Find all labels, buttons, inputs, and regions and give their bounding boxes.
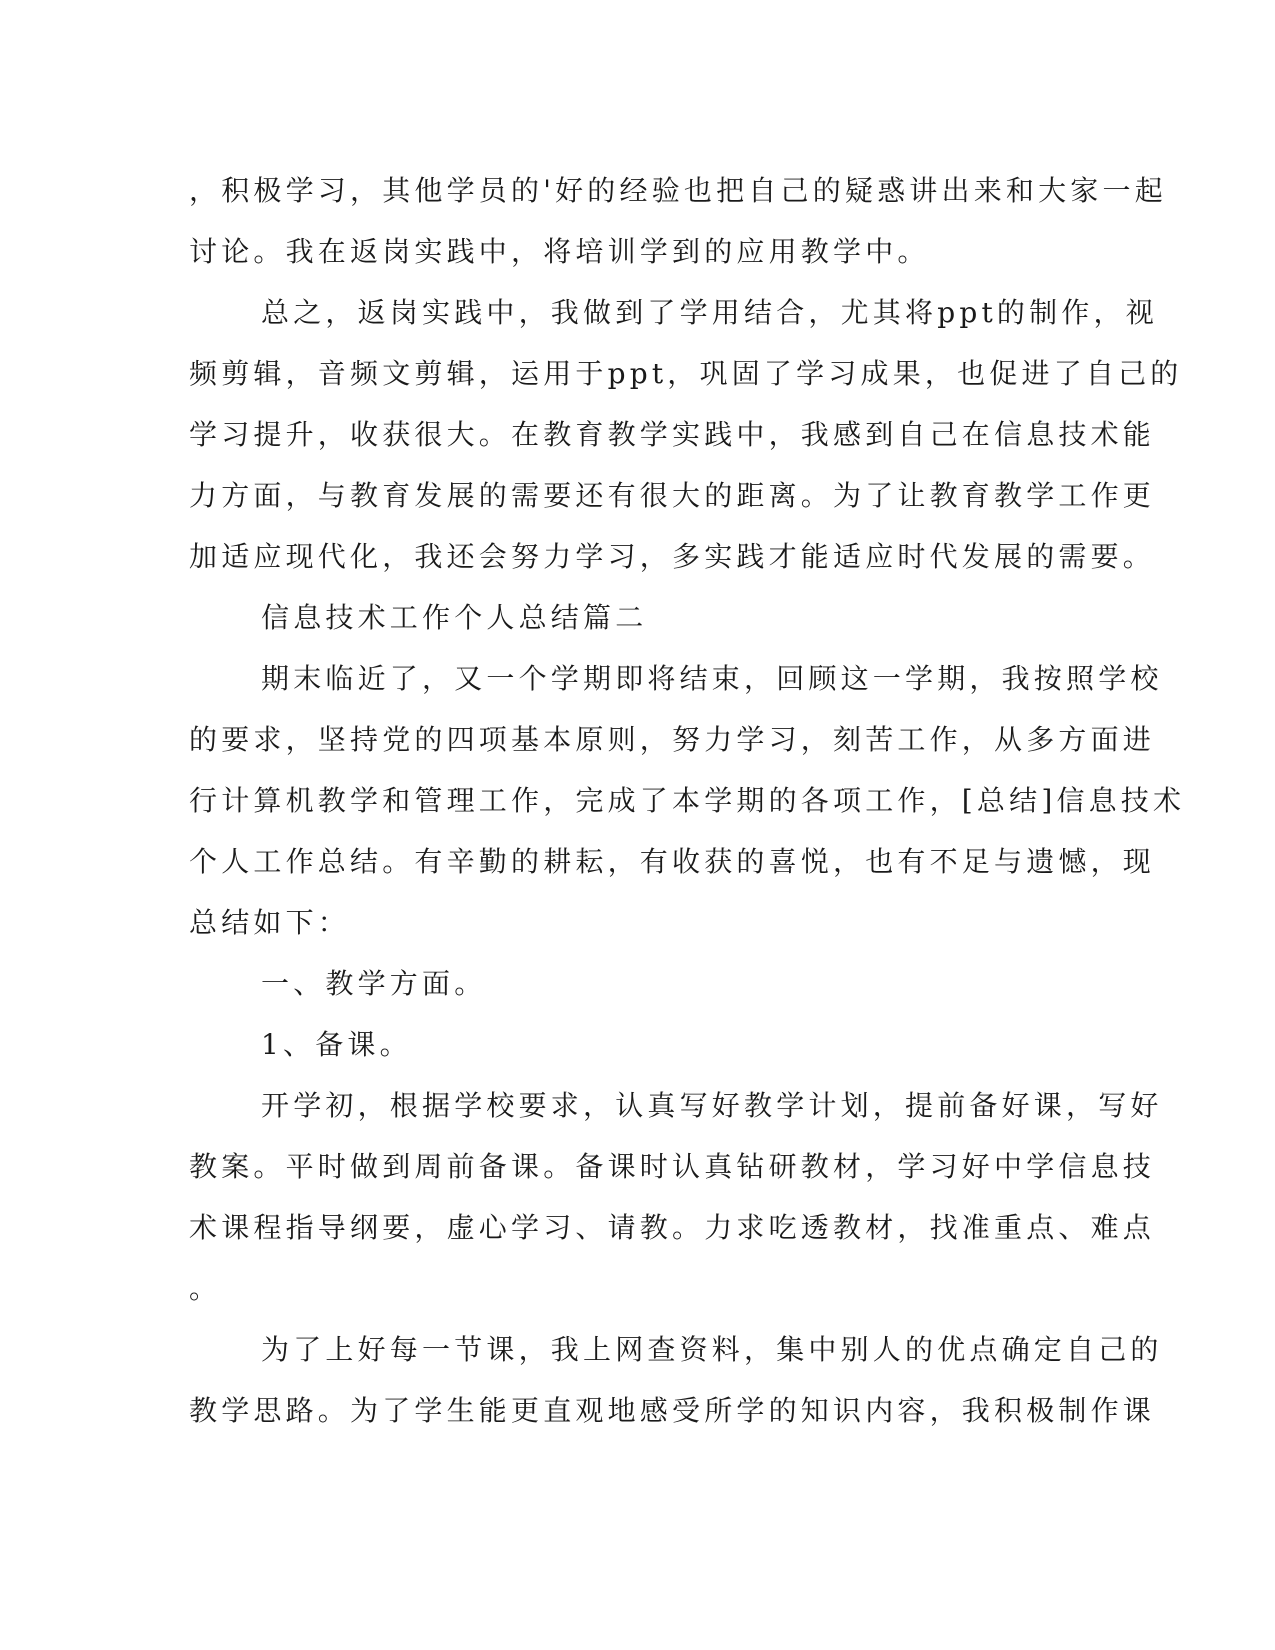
paragraph-line: 频剪辑，音频文剪辑，运用于ppt，巩固了学习成果，也促进了自己的: [189, 357, 1183, 390]
paragraph-line: 为了上好每一节课，我上网查资料，集中别人的优点确定自己的: [261, 1333, 1163, 1366]
paragraph-line: 开学初，根据学校要求，认真写好教学计划，提前备好课，写好: [261, 1089, 1163, 1122]
paragraph-line: 。: [189, 1272, 222, 1305]
paragraph-line: 总结如下：: [189, 906, 351, 939]
paragraph-line: 的要求，坚持党的四项基本原则，努力学习，刻苦工作，从多方面进: [189, 723, 1156, 756]
paragraph-line: 加适应现代化，我还会努力学习，多实践才能适应时代发展的需要。: [189, 540, 1156, 573]
section-heading: 信息技术工作个人总结篇二: [261, 601, 648, 634]
paragraph-line: 术课程指导纲要，虚心学习、请教。力求吃透教材，找准重点、难点: [189, 1211, 1156, 1244]
paragraph-line: 教案。平时做到周前备课。备课时认真钻研教材，学习好中学信息技: [189, 1150, 1156, 1183]
paragraph-line: 期末临近了，又一个学期即将结束，回顾这一学期，我按照学校: [261, 662, 1163, 695]
paragraph-line: 学习提升，收获很大。在教育教学实践中，我感到自己在信息技术能: [189, 418, 1156, 451]
paragraph-line: 总之，返岗实践中，我做到了学用结合，尤其将ppt的制作，视: [261, 296, 1158, 329]
paragraph-line: ，积极学习，其他学员的'好的经验也把自己的疑惑讲出来和大家一起: [189, 174, 1167, 207]
paragraph-line: 讨论。我在返岗实践中，将培训学到的应用教学中。: [189, 235, 930, 268]
paragraph-line: 教学思路。为了学生能更直观地感受所学的知识内容，我积极制作课: [189, 1394, 1156, 1427]
paragraph-line: 行计算机教学和管理工作，完成了本学期的各项工作，[总结]信息技术: [189, 784, 1186, 817]
paragraph-line: 个人工作总结。有辛勤的耕耘，有收获的喜悦，也有不足与遗憾，现: [189, 845, 1156, 878]
section-heading: 一、教学方面。: [261, 967, 487, 1000]
paragraph-line: 力方面，与教育发展的需要还有很大的距离。为了让教育教学工作更: [189, 479, 1156, 512]
subsection-heading: 1、备课。: [261, 1028, 412, 1061]
